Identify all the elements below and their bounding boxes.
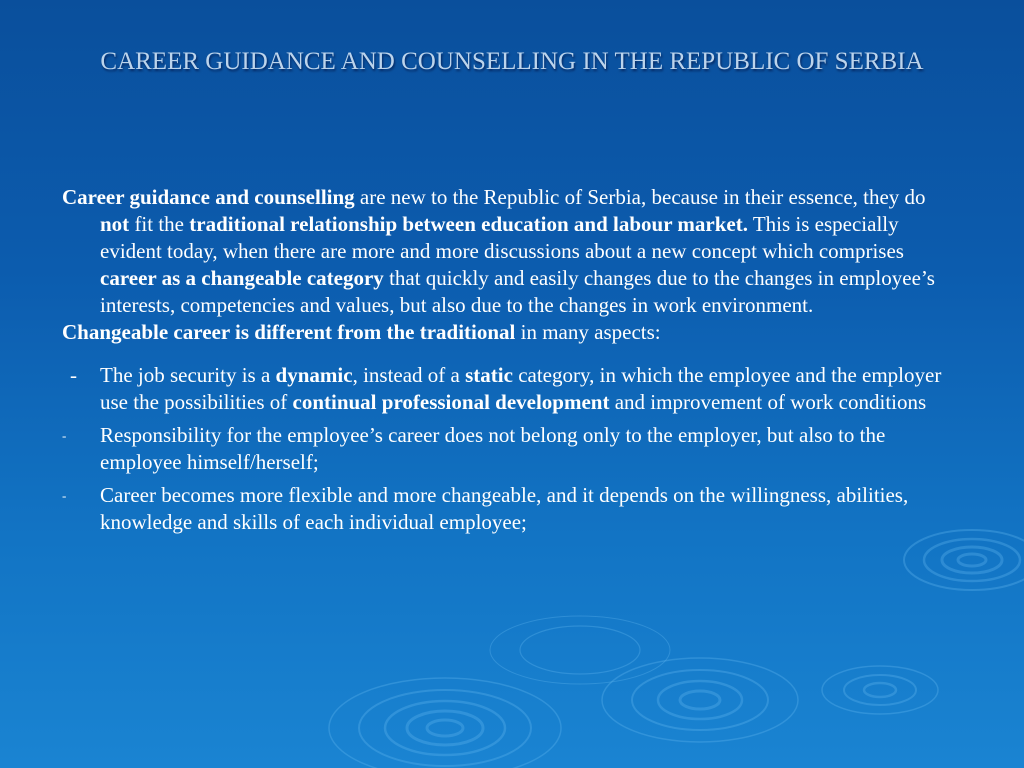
bullet-item-responsibility	[62, 422, 956, 476]
bullet-text: Career becomes more flexible and more changeable, and it depends on the willingness, abilities, knowledge and skills of each individual employee;	[100, 483, 909, 534]
intro-bold-4: career as a changeable category	[100, 266, 384, 290]
intro-bold-2: not	[100, 212, 130, 236]
bullet-1-text-1: The job security is a	[100, 363, 276, 387]
bullet-1-text-4: and improvement of work conditions	[609, 390, 927, 414]
aspects-text: in many aspects:	[515, 320, 661, 344]
aspects-paragraph	[62, 319, 956, 346]
bullet-1-bold-3: continual professional development	[292, 390, 610, 414]
intro-text-3: This is especially evident today, when there are more and more discussions about a new concept which comprises	[100, 212, 904, 263]
dash-bullet-icon: -	[62, 488, 67, 503]
intro-text-2: fit the	[129, 212, 190, 236]
bullet-text	[100, 362, 956, 416]
dash-bullet-icon: -	[62, 428, 67, 443]
intro-paragraph	[62, 184, 956, 319]
bullet-1-bold-2: static	[465, 363, 513, 387]
intro-bold-1: Career guidance and counselling	[62, 185, 355, 209]
intro-text-1: are new to the Republic of Serbia, because in their essence, they do	[354, 185, 926, 209]
intro-bold-3: traditional relationship between education and labour market.	[189, 212, 748, 236]
bullet-1-text-3: category, in which the employee and the employer use the possibilities of	[100, 363, 942, 414]
bullet-text: Responsibility for the employee’s career does not belong only to the employer, but also to the employee himself/herself;	[100, 423, 886, 474]
bullet-1-bold-1: dynamic	[275, 363, 353, 387]
bullet-1-text-2: , instead of a	[352, 363, 466, 387]
slide-title: CAREER GUIDANCE AND COUNSELLING IN THE REPUBLIC OF SERBIA	[100, 48, 924, 75]
bullet-item-flexibility	[62, 482, 956, 536]
intro-text-4: that quickly and easily changes due to the changes in employee’s interests, competencies and values, but also due to the changes in work environment.	[100, 266, 935, 317]
dash-bullet-icon: -	[70, 363, 77, 387]
aspects-bold: Changeable career is different from the traditional	[62, 320, 516, 344]
bullet-item-job-security	[62, 362, 956, 416]
slide-body	[62, 184, 956, 536]
